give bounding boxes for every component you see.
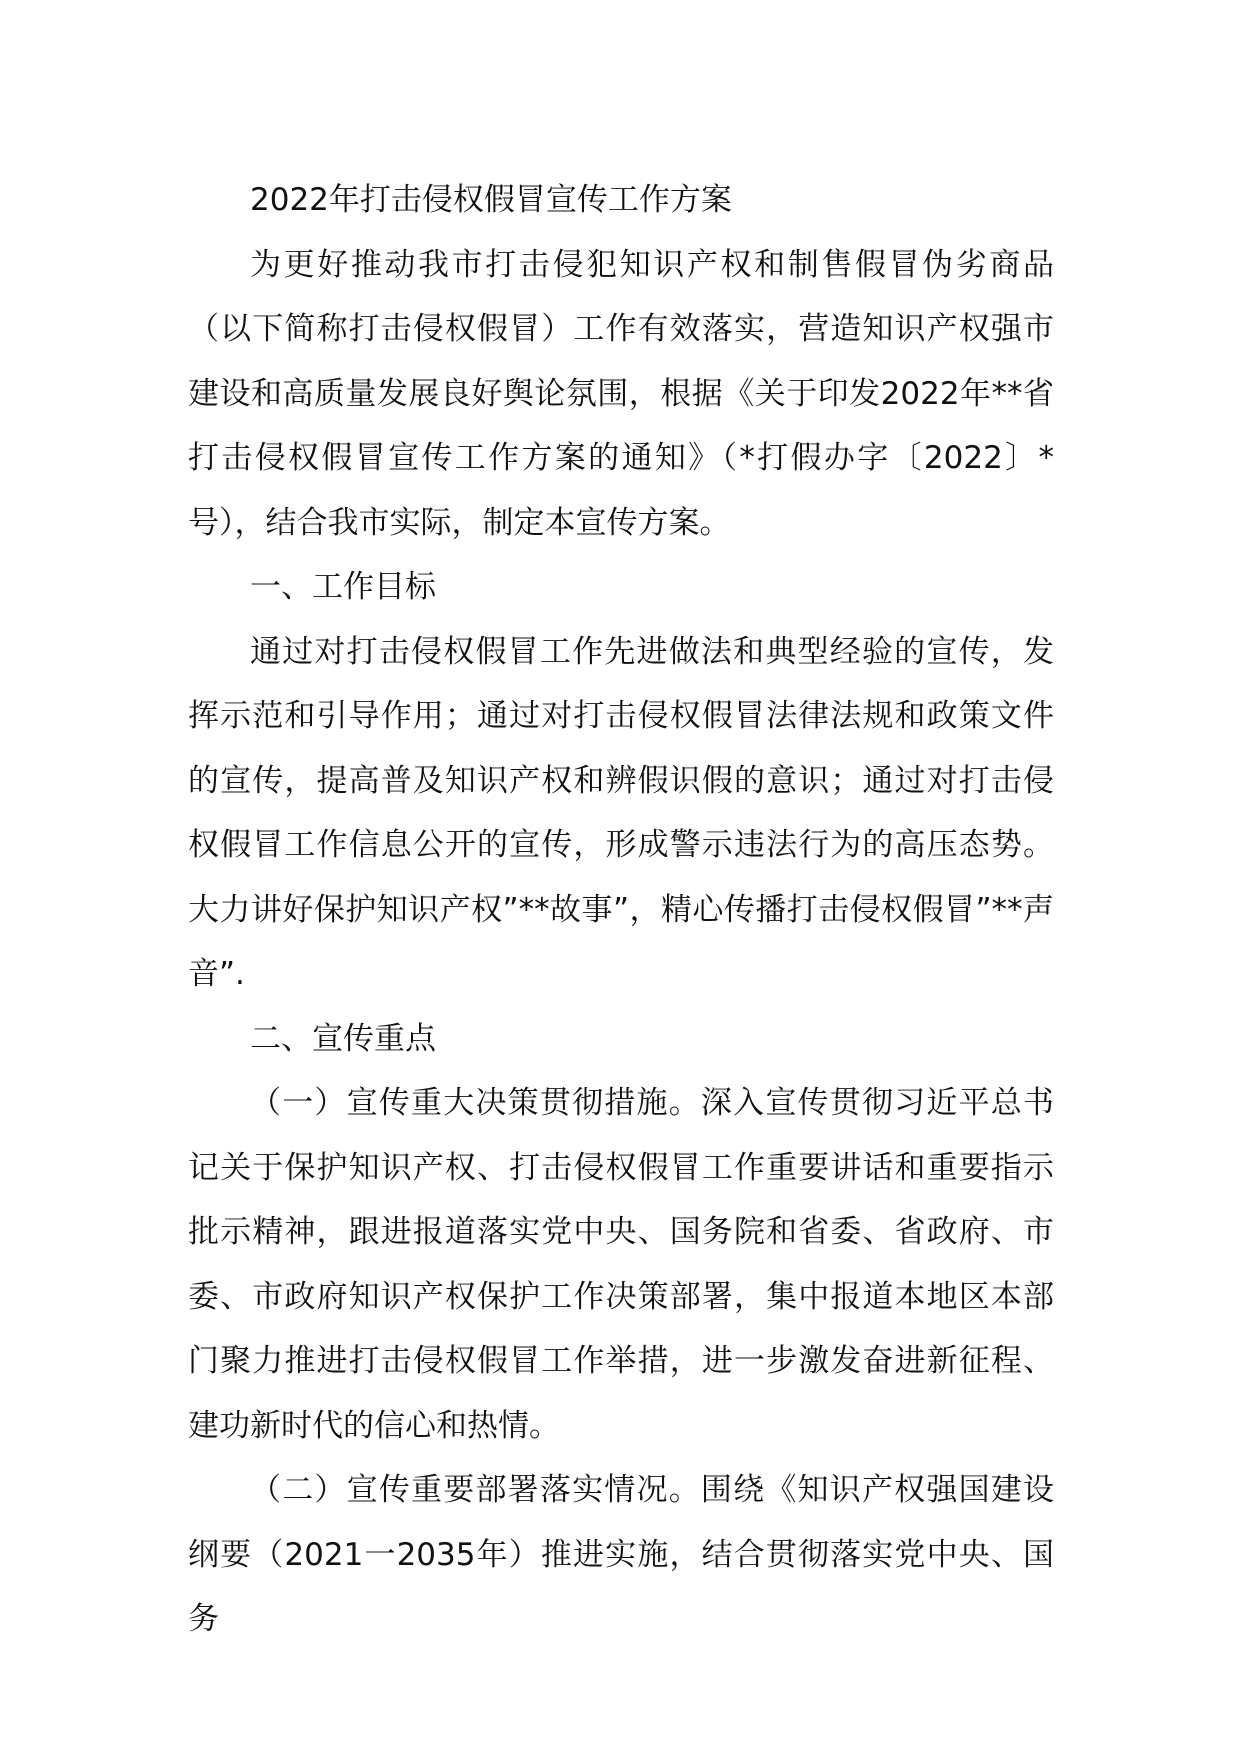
- document-title: 2022年打击侵权假冒宣传工作方案: [250, 182, 732, 218]
- document-body: [188, 168, 1054, 1652]
- intro-paragraph: 为更好推动我市打击侵犯知识产权和制售假冒伪劣商品（以下简称打击侵权假冒）工作有效落实，营造知识产权强市建设和高质量发展良好舆论氛围，根据《关于印发2022年**省打击侵权假冒宣传工作方案的通知》（*打假办字〔2022〕*号），结合我市实际，制定本宣传方案。: [188, 246, 1054, 541]
- focus-item-2: （二）宣传重要部署落实情况。围绕《知识产权强国建设纲要（2021一2035年）推进实施，结合贯彻落实党中央、国务: [188, 1472, 1054, 1637]
- goals-paragraph: 通过对打击侵权假冒工作先进做法和典型经验的宣传，发挥示范和引导作用；通过对打击侵权假冒法律法规和政策文件的宣传，提高普及知识产权和辨假识假的意识；通过对打击侵权假冒工作信息公开的宣传，形成警示违法行为的高压态势。大力讲好保护知识产权”**故事”，精心传播打击侵权假冒”**声音”.: [188, 633, 1054, 992]
- section-heading-focus: 二、宣传重点: [250, 1020, 436, 1057]
- focus-item-1: （一）宣传重大决策贯彻措施。深入宣传贯彻习近平总书记关于保护知识产权、打击侵权假冒工作重要讲话和重要指示批示精神，跟进报道落实党中央、国务院和省委、省政府、市委、市政府知识产权保护工作决策部署，集中报道本地区本部门聚力推进打击侵权假冒工作举措，进一步激发奋进新征程、建功新时代的信心和热情。: [188, 1085, 1054, 1444]
- section-heading-goals: 一、工作目标: [250, 569, 436, 605]
